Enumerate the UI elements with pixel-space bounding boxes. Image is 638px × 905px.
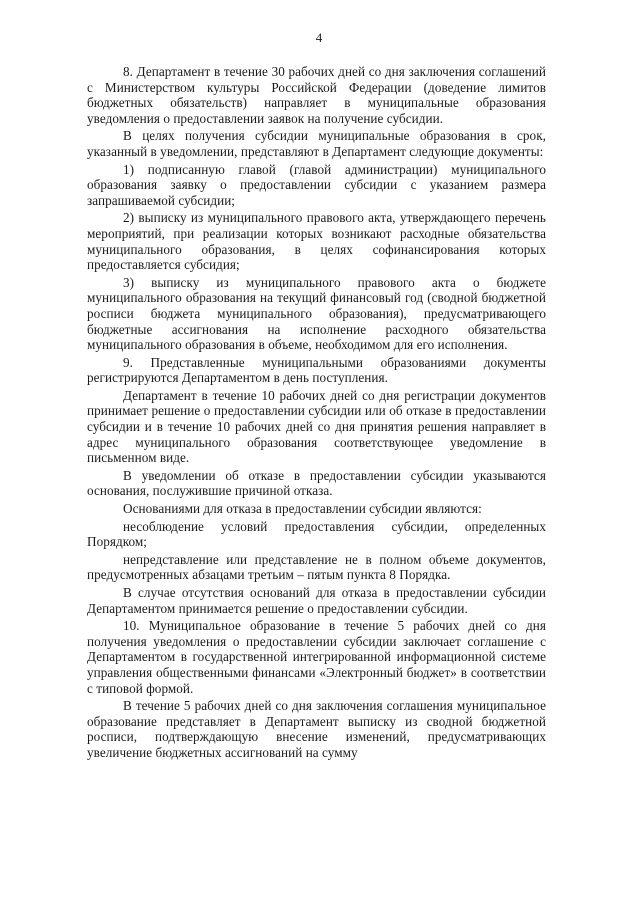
paragraph-10: 10. Муниципальное образование в течение 5 рабочих дней со дня получения уведомления о предоставлении субсидии заключает соглашение с Департаментом в государственной интегрированной информационной системе управления общественными финансами «Электронный бюджет» в соответствии с типовой формой. xyxy=(87,618,546,696)
document-body xyxy=(87,64,546,761)
paragraph-ground-1: несоблюдение условий предоставления субсидии, определенных Порядком; xyxy=(87,518,546,550)
paragraph-ground-2: непредставление или представление не в полном объеме документов, предусмотренных абзацами третьим – пятым пункта 8 Порядка. xyxy=(87,551,546,583)
paragraph-budget-extract: В течение 5 рабочих дней со дня заключения соглашения муниципальное образование представляет в Департамент выписку из сводной бюджетной росписи, подтверждающую внесение изменений, предусматривающих увеличение бюджетных ассигнований на сумму xyxy=(87,698,546,760)
paragraph-item-1: 1) подписанную главой (главой администрации) муниципального образования заявку о предоставлении субсидии с указанием размера запрашиваемой субсидии; xyxy=(87,161,546,208)
paragraph-refusal-grounds: Основаниями для отказа в предоставлении субсидии являются: xyxy=(123,501,482,517)
paragraph-item-2: 2) выписку из муниципального правового акта, утверждающего перечень мероприятий, при реализации которых возникают расходные обязательства муниципального образования, в целях софинансирования которых предоставляется субсидия; xyxy=(87,210,546,273)
paragraph-refusal-notice: В уведомлении об отказе в предоставлении субсидии указываются основания, послужившие причиной отказа. xyxy=(87,467,546,499)
paragraph-9: 9. Представленные муниципальными образованиями документы регистрируются Департаментом в день поступления. xyxy=(87,354,546,386)
paragraph-documents-intro: В целях получения субсидии муниципальные образования в срок, указанный в уведомлении, представляют в Департамент следующие документы: xyxy=(87,128,546,159)
paragraph-8-intro: 8. Департамент в течение 30 рабочих дней со дня заключения соглашений с Министерством культуры Российской Федерации (доведение лимитов бюджетных обязательств) направляет в муниципальные образования уведомления о предоставлении заявок на получение субсидии. xyxy=(87,64,546,126)
paragraph-item-3: 3) выписку из муниципального правового акта о бюджете муниципального образования на текущий финансовый год (сводной бюджетной росписи бюджета муниципального образования), предусматривающего бюджетные ассигнования на исполнение расходного обязательства муниципального образования в объеме, необходимом для его исполнения. xyxy=(87,274,546,353)
page-number: 4 xyxy=(315,30,323,45)
paragraph-decision: Департамент в течение 10 рабочих дней со дня регистрации документов принимает решение о предоставлении субсидии или об отказе в предоставлении субсидии и в течение 10 рабочих дней со дня принятия решения направляет в адрес муниципального образования соответствующее уведомление в письменном виде. xyxy=(87,387,546,466)
paragraph-no-grounds: В случае отсутствия оснований для отказа в предоставлении субсидии Департаментом принимается решение о предоставлении субсидии. xyxy=(87,585,546,616)
